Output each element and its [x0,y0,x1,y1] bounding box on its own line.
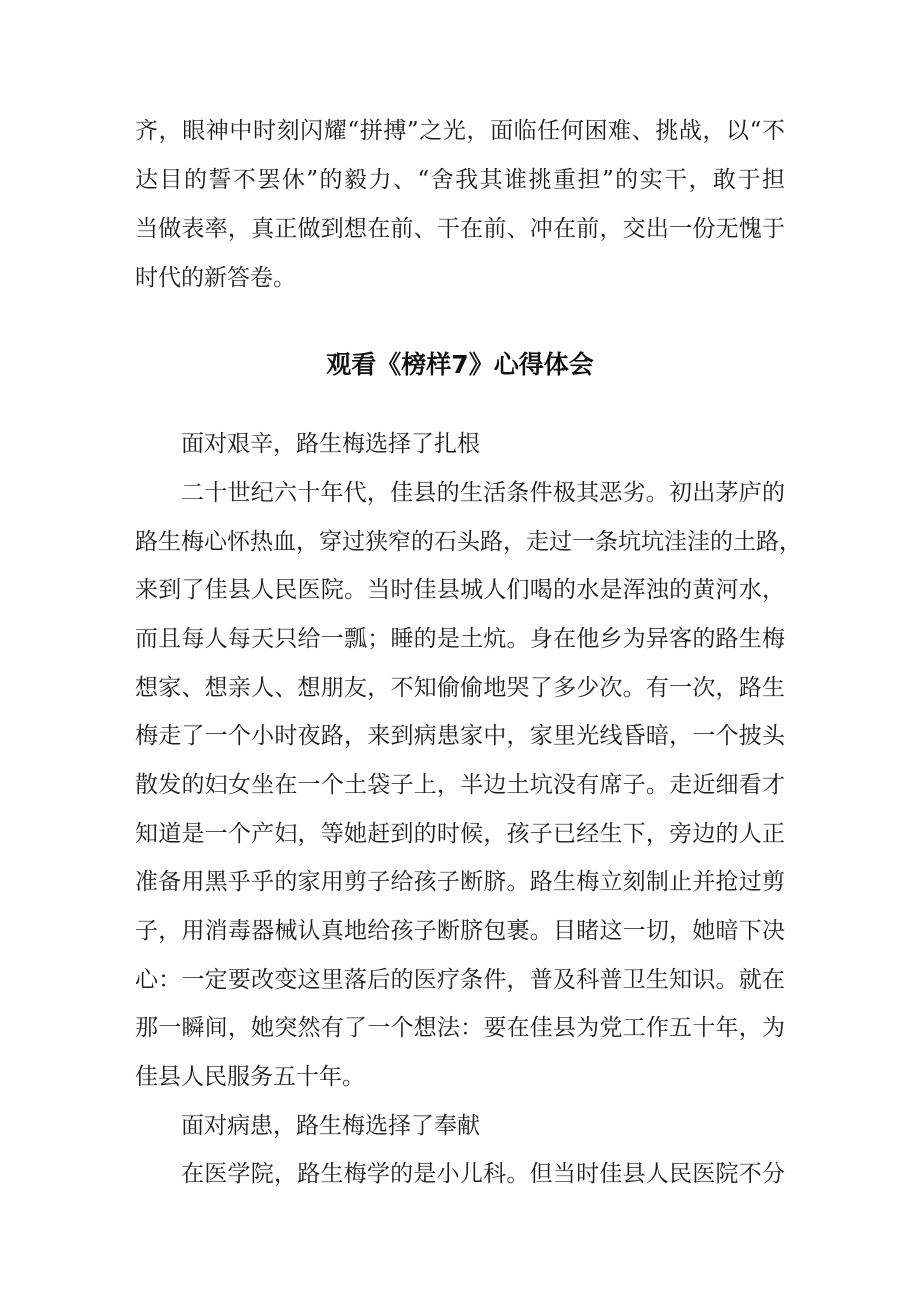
section1-line-11: 心：一定要改变这里落后的医疗条件，普及科普卫生知识。就在 [135,967,785,993]
section1-line-10: 子，用消毒器械认真地给孩子断脐包裹。目睹这一切，她暗下决 [135,918,785,944]
section1-line-3: 来到了佳县人民医院。当时佳县城人们喝的水是浑浊的黄河水， [135,577,785,603]
section1-line-9: 准备用黑乎乎的家用剪子给孩子断脐。路生梅立刻制止并抢过剪 [135,869,785,895]
section1-heading: 面对艰辛，路生梅选择了扎根 [181,431,480,457]
section1-line-5: 想家、想亲人、想朋友，不知偷偷地哭了多少次。有一次，路生 [135,675,785,701]
intro-line-1: 齐，眼神中时刻闪耀“拼搏”之光，面临任何困难、挑战，以“不 [135,118,785,144]
section1-line-12: 那一瞬间，她突然有了一个想法：要在佳县为党工作五十年，为 [135,1015,785,1041]
section1-line-4: 而且每人每天只给一瓢；睡的是土炕。身在他乡为异客的路生梅 [135,626,785,652]
intro-line-3: 当做表率，真正做到想在前、干在前、冲在前，交出一份无愧于 [135,216,785,242]
section1-line-7: 散发的妇女坐在一个土袋子上，半边土坑没有席子。走近细看才 [135,772,785,798]
section1-line-2: 路生梅心怀热血，穿过狭窄的石头路，走过一条坑坑洼洼的土路， [135,529,802,555]
section1-line-8: 知道是一个产妇，等她赶到的时候，孩子已经生下，旁边的人正 [135,821,785,847]
section2-heading: 面对病患，路生梅选择了奉献 [181,1113,480,1139]
section1-line-6: 梅走了一个小时夜路，来到病患家中，家里光线昏暗，一个披头 [135,723,785,749]
intro-line-4: 时代的新答卷。 [135,265,296,291]
intro-line-2: 达目的誓不罢休”的毅力、“舍我其谁挑重担”的实干，敢于担 [135,167,785,193]
section2-line-1: 在医学院，路生梅学的是小儿科。但当时佳县人民医院不分 [181,1161,785,1187]
section1-line-13: 佳县人民服务五十年。 [135,1064,365,1090]
section1-line-1: 二十世纪六十年代，佳县的生活条件极其恶劣。初出茅庐的 [181,480,785,506]
article-title: 观看《榜样7》心得体会 [326,350,594,379]
